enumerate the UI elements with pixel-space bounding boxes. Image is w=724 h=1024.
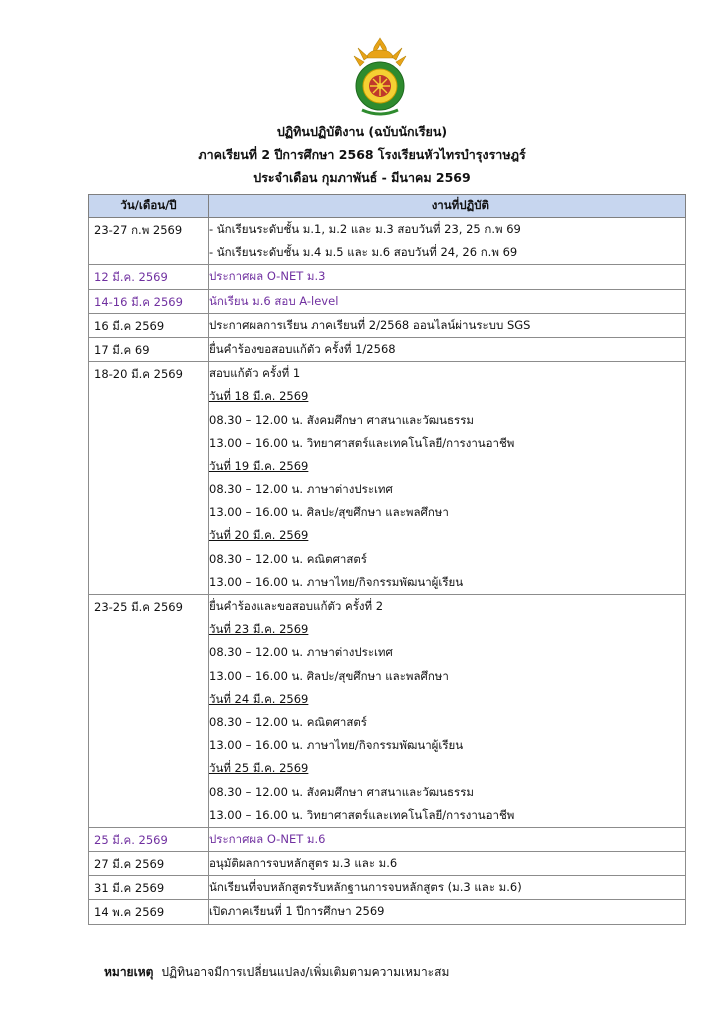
task-line: นักเรียน ม.6 สอบ A-level [209, 293, 339, 308]
row-date: 18-20 มี.ค 2569 [89, 362, 209, 595]
task-date-heading: วันที่ 24 มี.ค. 2569 [209, 691, 309, 706]
task-line: 13.00 – 16.00 น. ศิลปะ/สุขศึกษา และพลศึกษา [209, 668, 449, 683]
table-row [89, 827, 686, 851]
task-line: 08.30 – 12.00 น. สังคมศึกษา ศาสนาและวัฒนธรรม [209, 784, 474, 799]
footnote-text: ปฏิทินอาจมีการเปลี่ยนแปลง/เพิ่มเติมตามความเหมาะสม [161, 965, 450, 979]
row-date: 16 มี.ค 2569 [89, 313, 209, 337]
task-line: ยื่นคำร้องขอสอบแก้ตัว ครั้งที่ 1/2568 [209, 341, 396, 356]
task-line: เปิดภาคเรียนที่ 1 ปีการศึกษา 2569 [209, 904, 385, 919]
task-date-heading: วันที่ 19 มี.ค. 2569 [209, 458, 309, 473]
page-subtitle: ภาคเรียนที่ 2 ปีการศึกษา 2568 โรงเรียนหัวไทรบำรุงราษฎร์ [198, 147, 526, 162]
school-emblem-logo [350, 36, 410, 120]
table-row [89, 876, 686, 900]
task-line: 13.00 – 16.00 น. ภาษาไทย/กิจกรรมพัฒนาผู้เรียน [209, 738, 464, 753]
row-date: 31 มี.ค 2569 [89, 876, 209, 900]
row-task [209, 265, 686, 289]
task-line: ประกาศผล O-NET ม.3 [209, 269, 326, 284]
row-task [209, 827, 686, 851]
task-line: 08.30 – 12.00 น. คณิตศาสตร์ [209, 714, 367, 729]
row-date: 17 มี.ค 69 [89, 337, 209, 361]
task-line: - นักเรียนระดับชั้น ม.1, ม.2 และ ม.3 สอบวันที่ 23, 25 ก.พ 69 [209, 222, 521, 236]
task-line: 13.00 – 16.00 น. วิทยาศาสตร์และเทคโนโลยี/การงานอาชีพ [209, 435, 515, 450]
row-date: 14 พ.ค 2569 [89, 900, 209, 924]
task-line: 13.00 – 16.00 น. ศิลปะ/สุขศึกษา และพลศึกษา [209, 505, 449, 520]
task-date-heading: วันที่ 20 มี.ค. 2569 [209, 528, 309, 543]
task-date-heading: วันที่ 25 มี.ค. 2569 [209, 761, 309, 776]
row-date: 27 มี.ค 2569 [89, 852, 209, 876]
task-line: ประกาศผล O-NET ม.6 [209, 831, 326, 846]
row-task [209, 218, 686, 265]
table-row [89, 289, 686, 313]
task-date-heading: วันที่ 18 มี.ค. 2569 [209, 389, 309, 404]
task-date-heading: วันที่ 23 มี.ค. 2569 [209, 622, 309, 637]
table-row [89, 265, 686, 289]
task-line: ประกาศผลการเรียน ภาคเรียนที่ 2/2568 ออนไลน์ผ่านระบบ SGS [209, 317, 531, 332]
row-task [209, 852, 686, 876]
table-row [89, 900, 686, 924]
row-task [209, 337, 686, 361]
row-date: 23-27 ก.พ 2569 [89, 218, 209, 265]
page-period: ประจำเดือน กุมภาพันธ์ - มีนาคม 2569 [253, 170, 471, 185]
row-task [209, 900, 686, 924]
task-line: นักเรียนที่จบหลักสูตรรับหลักฐานการจบหลักสูตร (ม.3 และ ม.6) [209, 880, 522, 895]
calendar-body [89, 218, 686, 925]
task-line: 08.30 – 12.00 น. สังคมศึกษา ศาสนาและวัฒนธรรม [209, 412, 474, 427]
calendar-table [88, 194, 686, 925]
table-row [89, 313, 686, 337]
date-column-header: วัน/เดือน/ปี [89, 195, 209, 218]
row-date: 23-25 มี.ค 2569 [89, 595, 209, 828]
row-task [209, 362, 686, 595]
row-date: 25 มี.ค. 2569 [89, 827, 209, 851]
task-line: 08.30 – 12.00 น. ภาษาต่างประเทศ [209, 645, 393, 660]
table-row [89, 218, 686, 265]
document-header [0, 120, 724, 189]
task-line: 08.30 – 12.00 น. คณิตศาสตร์ [209, 551, 367, 566]
table-row [89, 337, 686, 361]
row-task [209, 876, 686, 900]
page-title: ปฏิทินปฏิบัติงาน (ฉบับนักเรียน) [276, 124, 448, 139]
footnote-label: หมายเหตุ [104, 965, 154, 979]
table-row [89, 852, 686, 876]
task-line: 08.30 – 12.00 น. ภาษาต่างประเทศ [209, 482, 393, 497]
table-row [89, 362, 686, 595]
table-row [89, 595, 686, 828]
task-line: - นักเรียนระดับชั้น ม.4 ม.5 และ ม.6 สอบวันที่ 24, 26 ก.พ 69 [209, 245, 518, 260]
task-line: 13.00 – 16.00 น. ภาษาไทย/กิจกรรมพัฒนาผู้เรียน [209, 574, 464, 589]
row-task [209, 289, 686, 313]
row-date: 12 มี.ค. 2569 [89, 265, 209, 289]
row-task [209, 313, 686, 337]
task-line: อนุมัติผลการจบหลักสูตร ม.3 และ ม.6 [209, 856, 398, 871]
task-line: 13.00 – 16.00 น. วิทยาศาสตร์และเทคโนโลยี/การงานอาชีพ [209, 807, 515, 822]
row-task [209, 595, 686, 828]
task-line: สอบแก้ตัว ครั้งที่ 1 [209, 366, 301, 381]
task-column-header: งานที่ปฏิบัติ [209, 195, 686, 218]
footnote [104, 963, 449, 982]
table-header-row [89, 195, 686, 218]
task-line: ยื่นคำร้องและขอสอบแก้ตัว ครั้งที่ 2 [209, 599, 384, 613]
row-date: 14-16 มี.ค 2569 [89, 289, 209, 313]
